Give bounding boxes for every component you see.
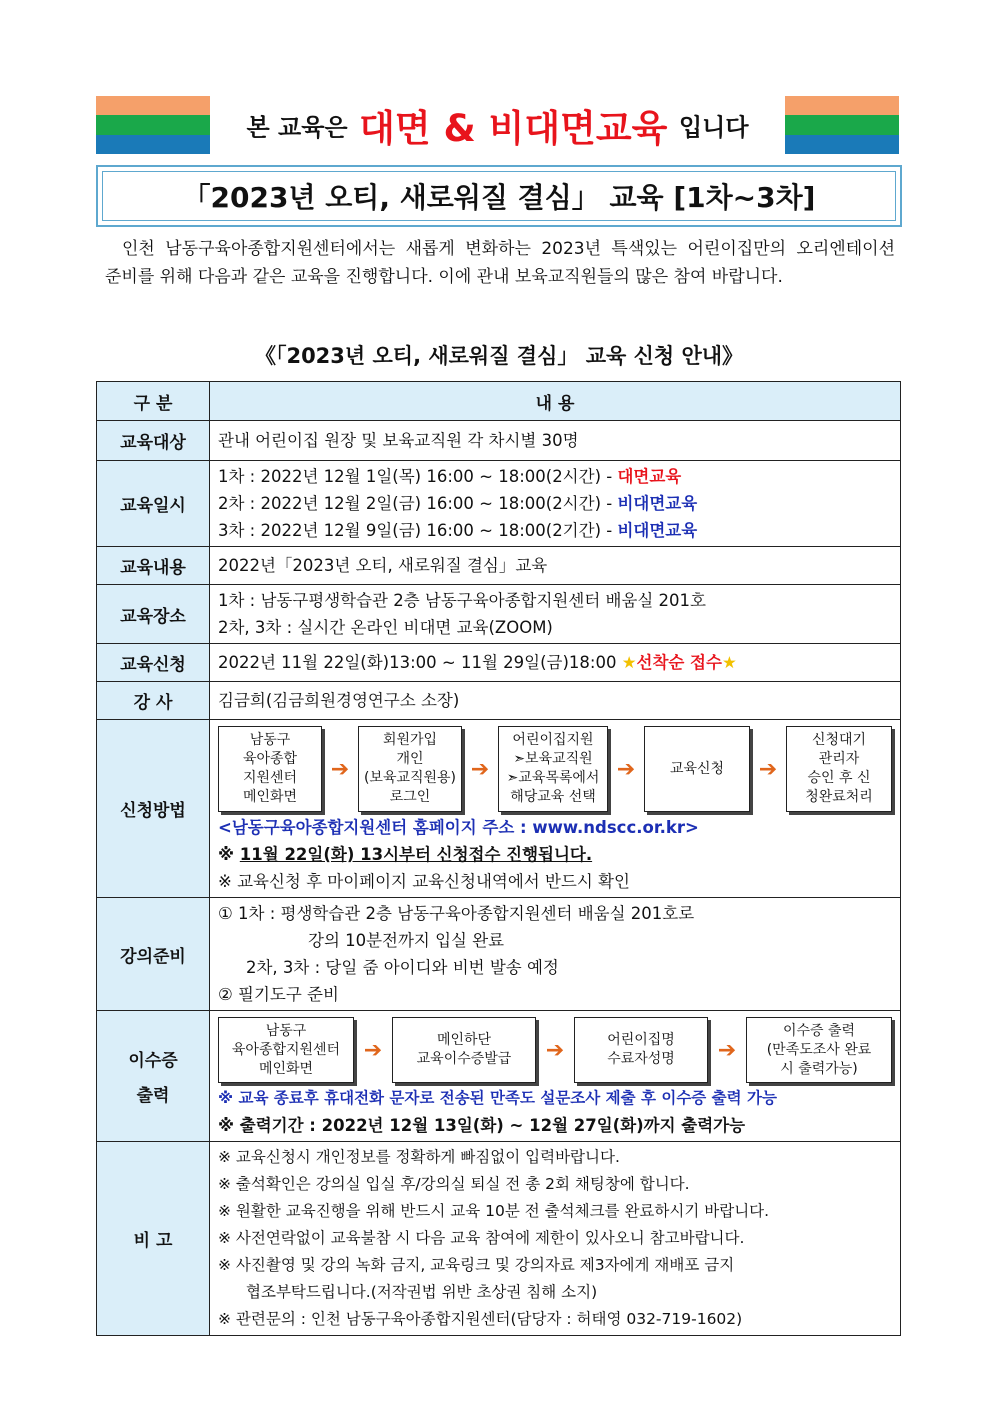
decorative-stripes-right: [785, 96, 899, 154]
remark-line: ※ 사전연락없이 교육불참 시 다음 교육 참여에 제한이 있사오니 참고바랍니다.: [218, 1229, 745, 1247]
flow-step: 회원가입 개인 (보육교직원용) 로그인: [358, 726, 462, 812]
value-certificate: [210, 1011, 901, 1142]
value-method: [210, 720, 901, 898]
row-place: [97, 585, 901, 644]
arrow-right-icon: ➔: [758, 756, 778, 782]
certificate-flow: [218, 1013, 892, 1085]
row-target: [97, 421, 901, 461]
row-schedule: [97, 461, 901, 547]
value-lecturer: 김금희(김금희원경영연구소 소장): [210, 682, 901, 720]
label-content: 교육내용: [97, 547, 210, 585]
place-line-2: 2차, 3차 : 실시간 온라인 비대면 교육(ZOOM): [218, 618, 553, 637]
header-content: 내 용: [210, 382, 901, 421]
intro-paragraph: [105, 235, 895, 291]
label-target: 교육대상: [97, 421, 210, 461]
value-apply: [210, 644, 901, 682]
section-subtitle: 《「2023년 오티, 새로워질 결심」 교육 신청 안내》: [254, 344, 744, 368]
apply-first-come: 선착순 접수: [636, 653, 722, 672]
banner: [215, 98, 780, 152]
certificate-note-2: ※ 출력기간 : 2022년 12월 13일(화) ~ 12월 27일(화)까지 출력가능: [218, 1116, 746, 1135]
page-title: 「2023년 오티, 새로워질 결심」 교육 [1차~3차]: [102, 171, 896, 221]
intro-text: 인천 남동구육아종합지원센터에서는 새롭게 변화하는 2023년 특색있는 어린이집만의 오리엔테이션 준비를 위해 다음과 같은 교육을 진행합니다. 이에 관내 보육교직원들의 많은 참여 바랍니다.: [105, 239, 895, 287]
cert-flow-step: 남동구 육아종합지원센터 메인화면: [218, 1017, 354, 1083]
label-schedule: 교육일시: [97, 461, 210, 547]
star-icon: ★: [721, 653, 737, 672]
flow-step: 어린이집지원 ➣보육교직원 ➣교육목록에서 해당교육 선택: [498, 726, 608, 812]
method-note-1: ※ 11월 22일(화) 13시부터 신청접수 진행됩니다.: [218, 845, 593, 864]
remark-line: ※ 관련문의 : 인천 남동구육아종합지원센터(담당자 : 허태영 032-719-1602): [218, 1310, 743, 1328]
value-target: 관내 어린이집 원장 및 보육교직원 각 차시별 30명: [210, 421, 901, 461]
cert-flow-step: 메인하단 교육이수증발급: [392, 1017, 536, 1083]
schedule-line-3: 3차 : 2022년 12월 9일(금) 16:00 ~ 18:00(2기간) - 비대면교육: [218, 521, 698, 540]
row-apply: [97, 644, 901, 682]
apply-flow: [218, 722, 892, 814]
value-schedule: [210, 461, 901, 547]
table-header-row: [97, 382, 901, 421]
prep-line-2: 강의 10분전까지 입실 완료: [308, 931, 505, 950]
arrow-right-icon: ➔: [363, 1037, 383, 1063]
arrow-right-icon: ➔: [330, 756, 350, 782]
decorative-stripes-left: [96, 96, 210, 154]
banner-post: 입니다: [678, 113, 749, 142]
label-method: 신청방법: [97, 720, 210, 898]
title-box: [96, 165, 902, 227]
value-prep: [210, 898, 901, 1011]
value-content: 2022년「2023년 오티, 새로워질 결심」교육: [210, 547, 901, 585]
banner-highlight: 대면 & 비대면교육: [359, 107, 668, 150]
label-remarks: 비 고: [97, 1142, 210, 1336]
flow-step: 신청대기 관리자 승인 후 신 청완료처리: [786, 726, 892, 812]
label-certificate: 이수증 출력: [97, 1011, 210, 1142]
tag-online: 비대면교육: [617, 494, 698, 513]
label-prep: 강의준비: [97, 898, 210, 1011]
place-line-1: 1차 : 남동구평생학습관 2층 남동구육아종합지원센터 배움실 201호: [218, 591, 706, 610]
certificate-note-1: ※ 교육 종료후 휴대전화 문자로 전송된 만족도 설문조사 제출 후 이수증 출력 가능: [218, 1089, 777, 1107]
label-place: 교육장소: [97, 585, 210, 644]
remark-line: 협조부탁드립니다.(저작권법 위반 초상권 침해 소지): [246, 1283, 598, 1301]
row-content: [97, 547, 901, 585]
row-remarks: [97, 1142, 901, 1336]
star-icon: ★: [621, 653, 637, 672]
row-certificate: [97, 1011, 901, 1142]
prep-line-1: ① 1차 : 평생학습관 2층 남동구육아종합지원센터 배움실 201호로: [218, 904, 695, 923]
flow-step: 남동구 육아종합 지원센터 메인화면: [218, 726, 322, 812]
arrow-right-icon: ➔: [470, 756, 490, 782]
row-method: [97, 720, 901, 898]
remark-line: ※ 원활한 교육진행을 위해 반드시 교육 10분 전 출석체크를 완료하시기 바랍니다.: [218, 1202, 770, 1220]
cert-flow-step: 이수증 출력 (만족도조사 완료 시 출력가능): [746, 1017, 892, 1083]
method-note-2: ※ 교육신청 후 마이페이지 교육신청내역에서 반드시 확인: [218, 872, 630, 891]
remark-line: ※ 사진촬영 및 강의 녹화 금지, 교육링크 및 강의자료 제3자에게 재배포 금지: [218, 1256, 735, 1274]
prep-line-4: ② 필기도구 준비: [218, 985, 339, 1004]
value-place: [210, 585, 901, 644]
arrow-right-icon: ➔: [717, 1037, 737, 1063]
arrow-right-icon: ➔: [616, 756, 636, 782]
remark-line: ※ 출석확인은 강의실 입실 후/강의실 퇴실 전 총 2회 채팅창에 합니다.: [218, 1175, 690, 1193]
cert-flow-step: 어린이집명 수료자성명: [574, 1017, 708, 1083]
banner-pre: 본 교육은: [246, 113, 348, 142]
tag-offline: 대면교육: [617, 467, 682, 486]
flow-step: 교육신청: [644, 726, 750, 812]
arrow-right-icon: ➔: [545, 1037, 565, 1063]
apply-period: 2022년 11월 22일(화)13:00 ~ 11월 29일(금)18:00: [218, 653, 617, 672]
label-lecturer: 강 사: [97, 682, 210, 720]
prep-line-3: 2차, 3차 : 당일 줌 아이디와 비번 발송 예정: [246, 958, 559, 977]
schedule-line-1: 1차 : 2022년 12월 1일(목) 16:00 ~ 18:00(2시간) - 대면교육: [218, 467, 682, 486]
remark-line: ※ 교육신청시 개인정보를 정확하게 빠짐없이 입력바랍니다.: [218, 1148, 620, 1166]
label-apply: 교육신청: [97, 644, 210, 682]
schedule-line-2: 2차 : 2022년 12월 2일(금) 16:00 ~ 18:00(2시간) - 비대면교육: [218, 494, 698, 513]
info-table: [96, 381, 901, 1336]
header-category: 구 분: [97, 382, 210, 421]
row-lecturer: [97, 682, 901, 720]
row-prep: [97, 898, 901, 1011]
homepage-link[interactable]: <남동구육아종합지원센터 홈페이지 주소 : www.ndscc.or.kr>: [218, 818, 699, 837]
tag-online: 비대면교육: [617, 521, 698, 540]
value-remarks: [210, 1142, 901, 1336]
